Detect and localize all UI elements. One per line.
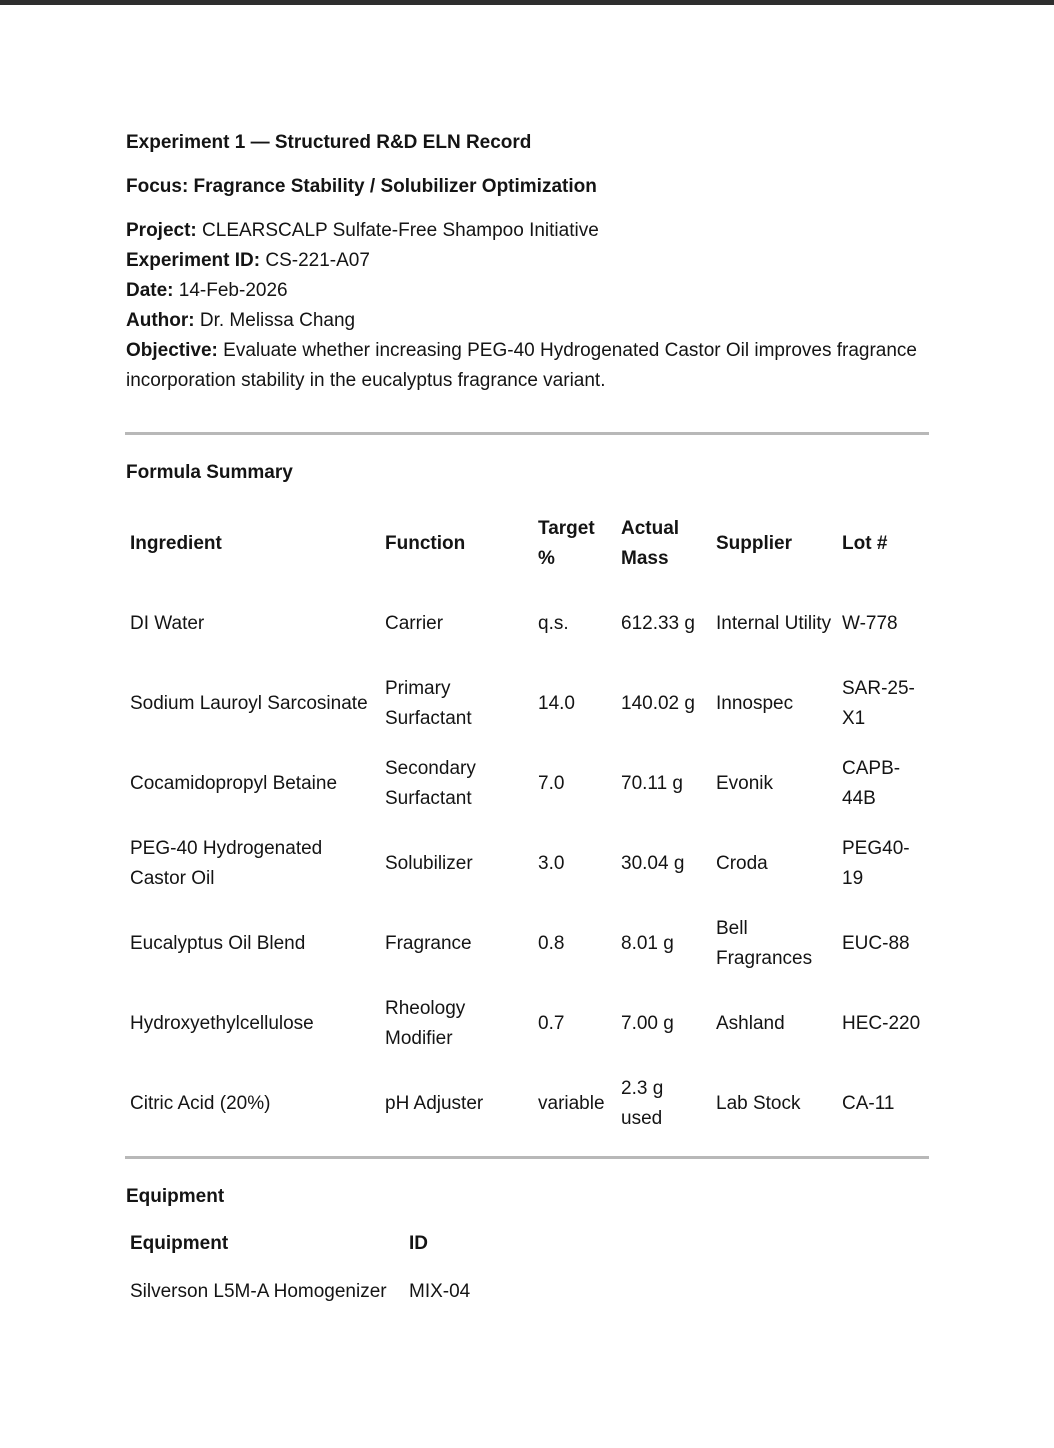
author-line — [126, 306, 930, 336]
formula-section-title: Formula Summary — [126, 462, 293, 483]
target-cell: q.s. — [538, 613, 569, 634]
target-cell: 14.0 — [538, 693, 575, 714]
metadata-block — [126, 216, 930, 396]
mass-cell: 70.11 g — [621, 773, 683, 794]
objective-label: Objective: — [126, 340, 218, 361]
function-cell: Carrier — [385, 613, 444, 634]
mass-cell: 612.33 g — [621, 613, 695, 634]
author-value: Dr. Melissa Chang — [194, 310, 356, 331]
target-cell: variable — [538, 1093, 605, 1114]
section-divider — [125, 432, 929, 435]
project-value: CLEARSCALP Sulfate-Free Shampoo Initiative — [196, 220, 599, 241]
function-cell: Rheology Modifier — [385, 998, 466, 1049]
supplier-cell: Internal Utility — [716, 613, 832, 634]
table-row — [126, 1064, 926, 1144]
ingredient-cell: DI Water — [130, 613, 205, 634]
formula-table — [126, 504, 926, 1144]
ingredient-cell: PEG-40 Hydrogenated Castor Oil — [130, 838, 323, 889]
header-mass: Actual Mass — [621, 518, 680, 569]
lot-cell: CAPB-44B — [842, 758, 901, 809]
table-row — [126, 904, 926, 984]
table-row — [126, 1266, 474, 1318]
header-id: ID — [409, 1233, 428, 1254]
supplier-cell: Lab Stock — [716, 1093, 801, 1114]
equipment-section-title: Equipment — [126, 1186, 225, 1207]
supplier-cell: Bell Fragrances — [716, 918, 813, 969]
lot-cell: CA-11 — [842, 1093, 895, 1114]
equipment-id-cell: MIX-04 — [409, 1281, 471, 1302]
mass-cell: 2.3 g used — [621, 1078, 664, 1129]
target-cell: 0.8 — [538, 933, 565, 954]
mass-cell: 7.00 g — [621, 1013, 674, 1034]
section-divider — [125, 1156, 929, 1159]
header-supplier: Supplier — [716, 533, 793, 554]
mass-cell: 140.02 g — [621, 693, 695, 714]
objective-line — [126, 336, 930, 396]
table-row — [126, 984, 926, 1064]
equipment-table — [126, 1222, 474, 1318]
supplier-cell: Ashland — [716, 1013, 785, 1034]
header-function: Function — [385, 533, 466, 554]
supplier-cell: Innospec — [716, 693, 794, 714]
objective-value: Evaluate whether increasing PEG-40 Hydrogenated Castor Oil improves fragrance incorporation stability in the eucalyptus fragrance variant. — [126, 340, 917, 391]
lot-cell: EUC-88 — [842, 933, 910, 954]
lot-cell: W-778 — [842, 613, 898, 634]
mass-cell: 30.04 g — [621, 853, 685, 874]
document-focus: Focus: Fragrance Stability / Solubilizer Optimization — [126, 176, 597, 197]
lot-cell: PEG40-19 — [842, 838, 910, 889]
top-border-bar — [0, 0, 1054, 5]
function-cell: Secondary Surfactant — [385, 758, 476, 809]
target-cell: 0.7 — [538, 1013, 565, 1034]
function-cell: Fragrance — [385, 933, 472, 954]
project-line — [126, 216, 930, 246]
function-cell: Solubilizer — [385, 853, 473, 874]
author-label: Author: — [126, 310, 195, 331]
formula-header-row — [126, 504, 926, 584]
equipment-cell: Silverson L5M-A Homogenizer — [130, 1281, 387, 1302]
equipment-header-row — [126, 1222, 474, 1266]
supplier-cell: Evonik — [716, 773, 774, 794]
ingredient-cell: Cocamidopropyl Betaine — [130, 773, 338, 794]
eln-record — [126, 128, 930, 1318]
target-cell: 3.0 — [538, 853, 565, 874]
header-equipment: Equipment — [130, 1233, 229, 1254]
project-label: Project: — [126, 220, 197, 241]
table-row — [126, 744, 926, 824]
table-row — [126, 664, 926, 744]
experiment-id-label: Experiment ID: — [126, 250, 261, 271]
function-cell: pH Adjuster — [385, 1093, 484, 1114]
ingredient-cell: Eucalyptus Oil Blend — [130, 933, 306, 954]
date-value: 14-Feb-2026 — [173, 280, 288, 301]
supplier-cell: Croda — [716, 853, 768, 874]
target-cell: 7.0 — [538, 773, 565, 794]
lot-cell: SAR-25-X1 — [842, 678, 915, 729]
date-line — [126, 276, 930, 306]
header-target: Target % — [538, 518, 595, 569]
experiment-id-line — [126, 246, 930, 276]
experiment-id-value: CS-221-A07 — [260, 250, 370, 271]
document-title: Experiment 1 — Structured R&D ELN Record — [126, 132, 532, 153]
ingredient-cell: Citric Acid (20%) — [130, 1093, 271, 1114]
ingredient-cell: Hydroxyethylcellulose — [130, 1013, 314, 1034]
header-ingredient: Ingredient — [130, 533, 222, 554]
table-row — [126, 824, 926, 904]
ingredient-cell: Sodium Lauroyl Sarcosinate — [130, 693, 368, 714]
header-lot: Lot # — [842, 533, 888, 554]
mass-cell: 8.01 g — [621, 933, 674, 954]
lot-cell: HEC-220 — [842, 1013, 921, 1034]
function-cell: Primary Surfactant — [385, 678, 472, 729]
table-row — [126, 584, 926, 664]
date-label: Date: — [126, 280, 174, 301]
